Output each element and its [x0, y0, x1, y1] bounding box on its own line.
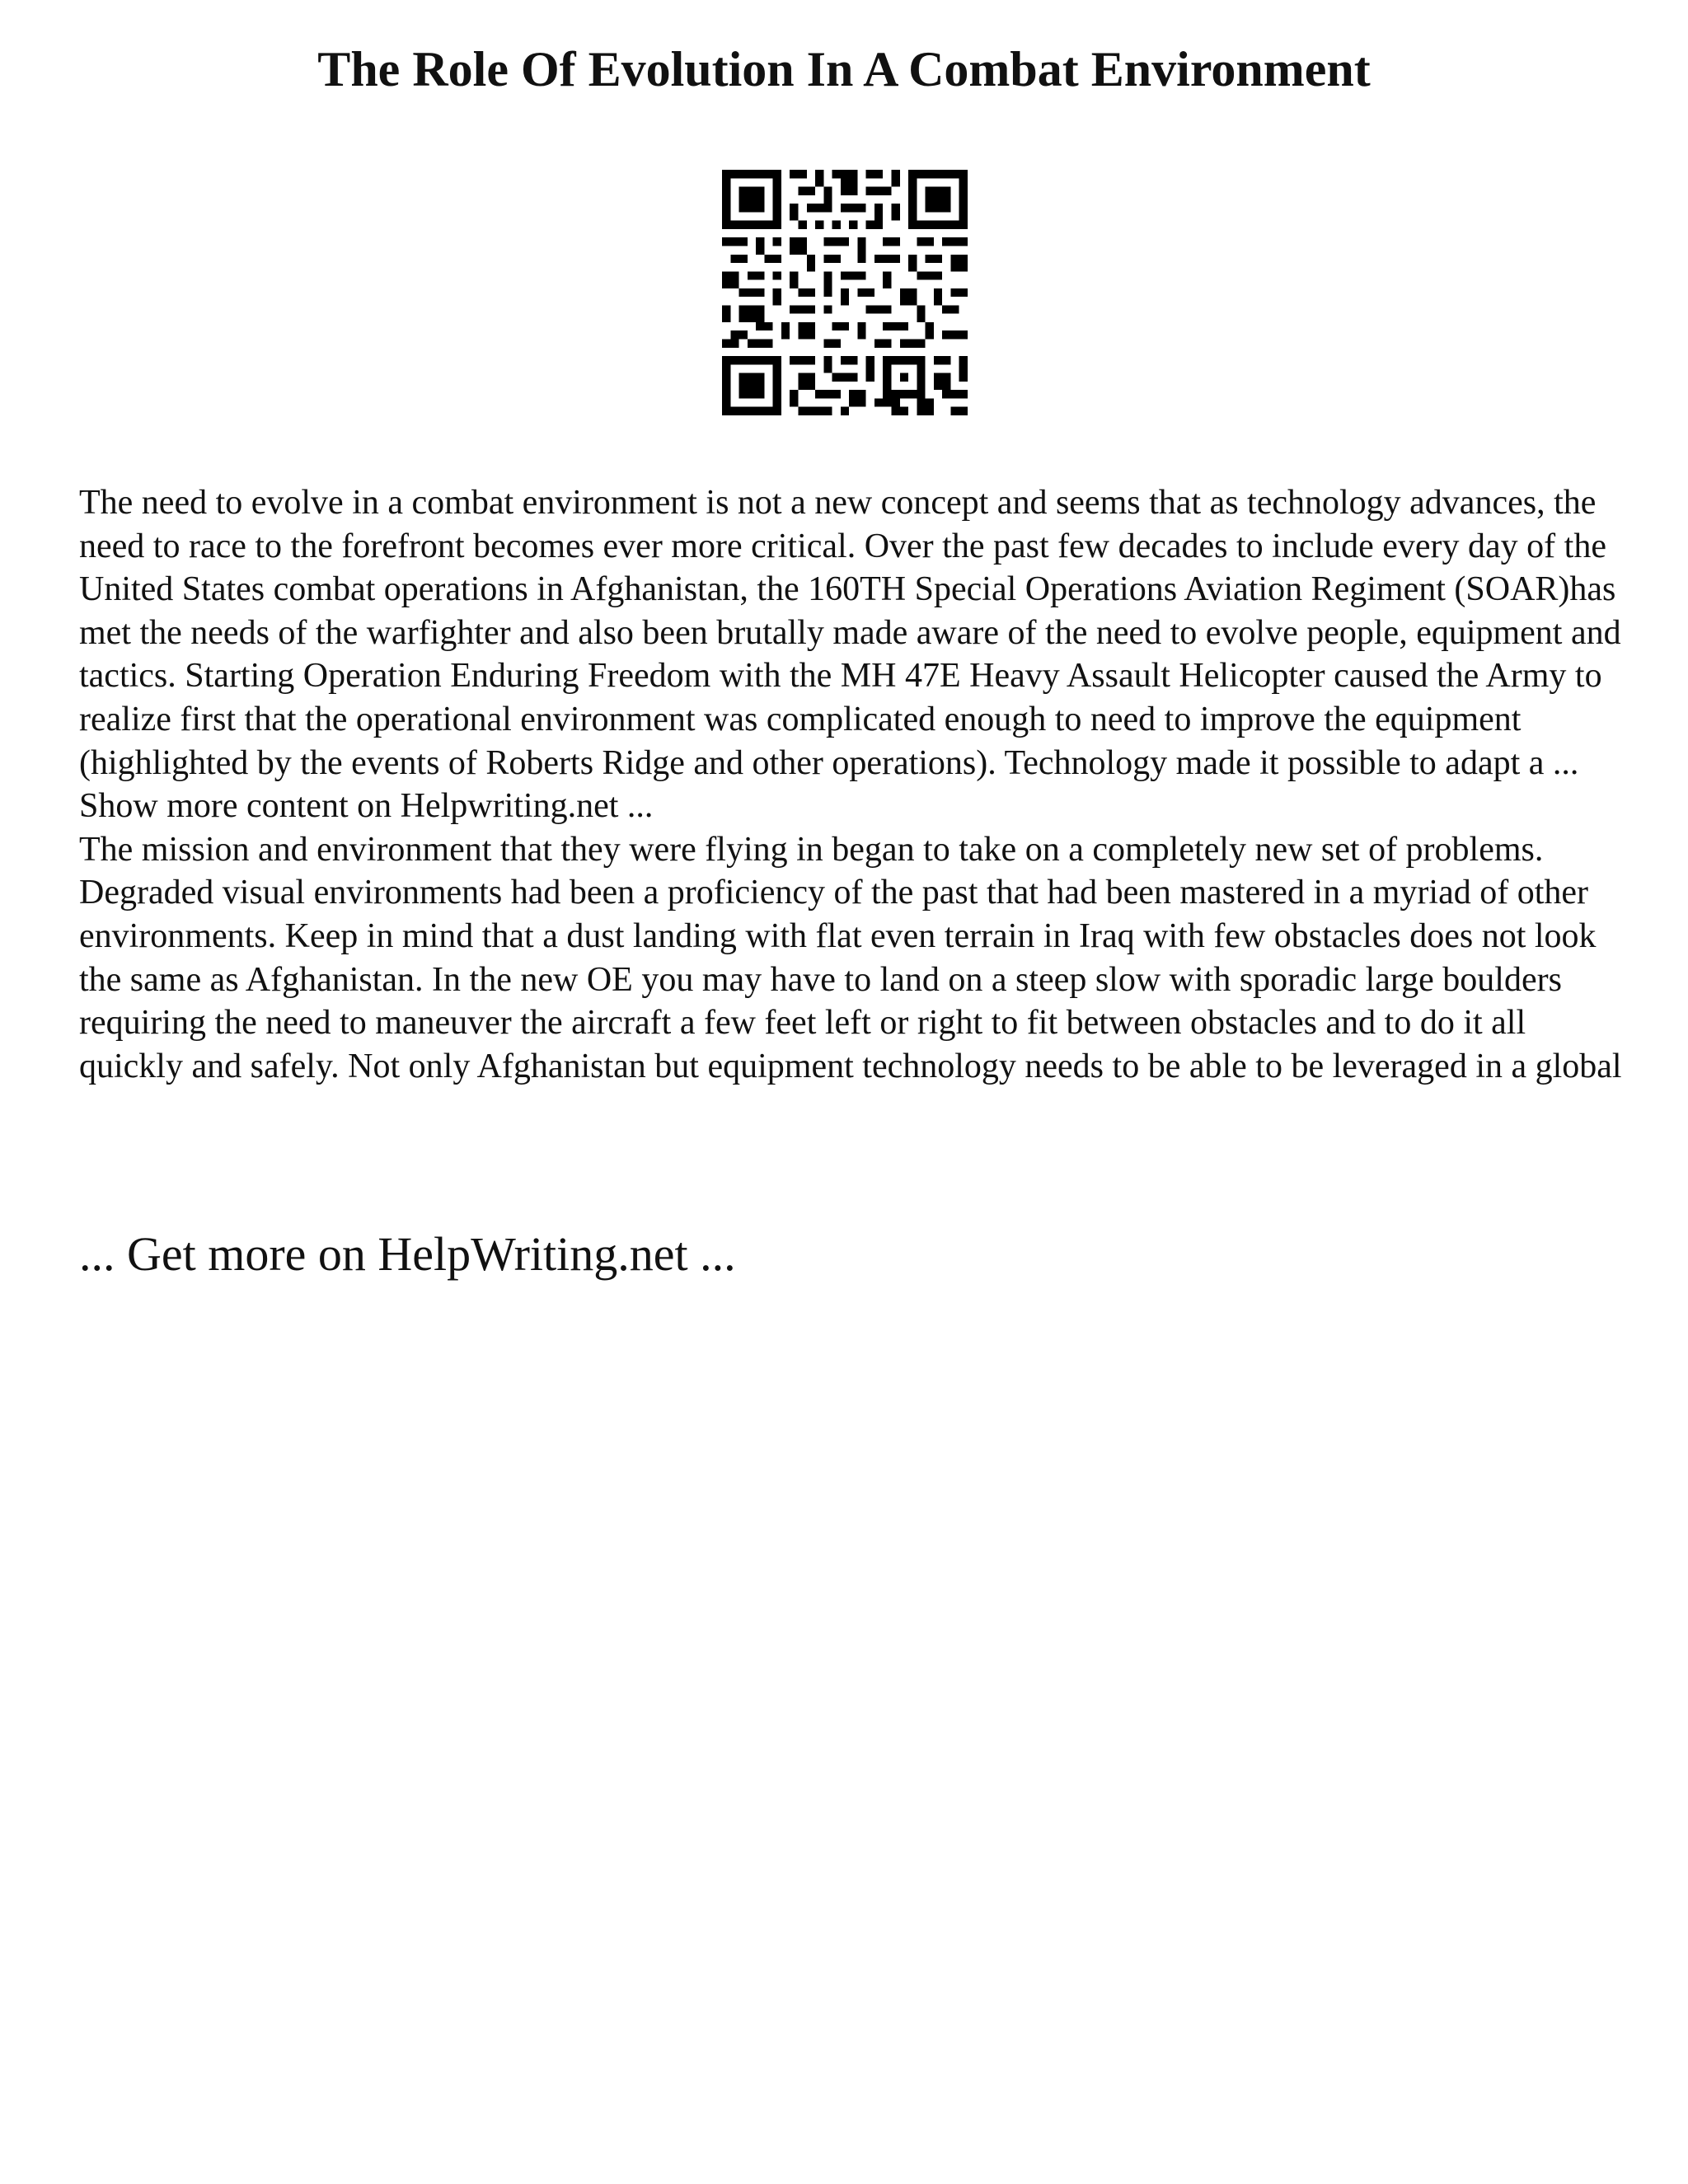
paragraph-1: The need to evolve in a combat environment is not a new concept and seems that as technology advances, the need to race to the forefront becomes ever more critical. Over the past few decades to include every day of the United States combat operations in Afghanistan, the 160TH Special Operations Aviation Regiment (SOAR)has met the needs of the warfighter and also been brutally made aware of the need to evolve people, equipment and tactics. Starting Operation Enduring Freedom with the MH 47E Heavy Assault Helicopter caused the Army to realize first that the operational environment was complicated enough to need to improve the equipment (highlighted by the events of Roberts Ridge and other operations). Technology made it possible to adapt a ... Show more content on Helpwriting.net ... [79, 484, 1621, 826]
article-body [79, 481, 1629, 1088]
paragraph-2: The mission and environment that they were flying in began to take on a completely new set of problems. Degraded visual environments had been a proficiency of the past that had been mastered in a myriad of other environments. Keep in mind that a dust landing with flat even terrain in Iraq with few obstacles does not look the same as Afghanistan. In the new OE you may have to land on a steep slow with sporadic large boulders requiring the need to maneuver the aircraft a few feet left or right to fit between obstacles and to do it all quickly and safely. Not only Afghanistan but equipment technology needs to be able to be leveraged in a global [79, 830, 1622, 1085]
get-more-link[interactable]: ... Get more on HelpWriting.net ... [79, 1227, 736, 1281]
qr-code-icon [722, 170, 968, 415]
page-title: The Role Of Evolution In A Combat Environment [317, 42, 1371, 96]
